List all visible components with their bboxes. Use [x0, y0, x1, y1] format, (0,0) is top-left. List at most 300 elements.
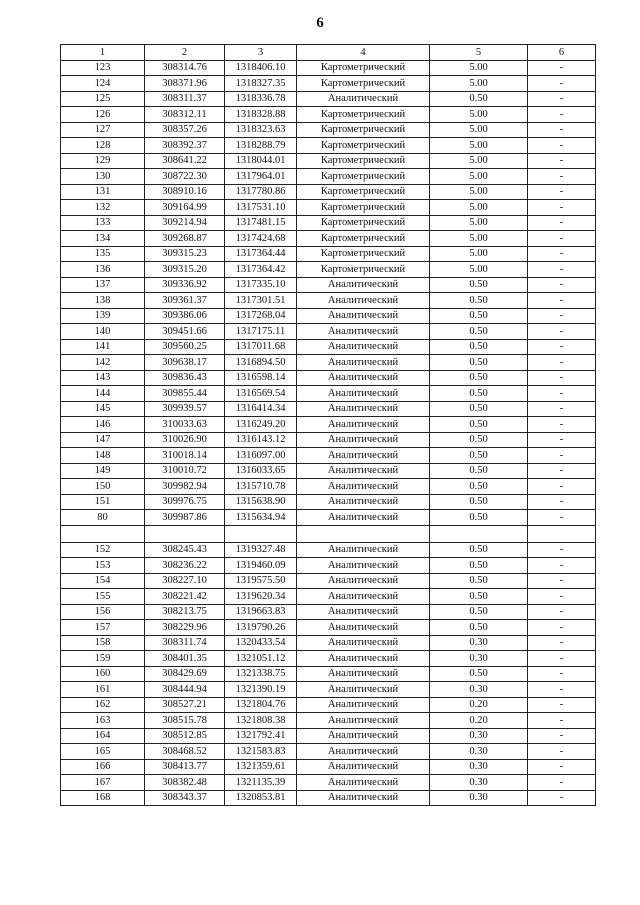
- x-coordinate-cell: 309855.44: [145, 386, 225, 402]
- y-coordinate-cell: 1317481.15: [225, 215, 297, 231]
- accuracy-cell: 0.20: [430, 713, 528, 729]
- point-number-cell: 129: [61, 153, 145, 169]
- accuracy-cell: [430, 525, 528, 542]
- y-coordinate-cell: 1319663.83: [225, 604, 297, 620]
- y-coordinate-cell: 1318327.35: [225, 76, 297, 92]
- method-cell: Картометрический: [297, 231, 430, 247]
- y-coordinate-cell: 1321804.76: [225, 697, 297, 713]
- point-number-cell: 145: [61, 401, 145, 417]
- note-cell: -: [528, 494, 596, 510]
- note-cell: -: [528, 635, 596, 651]
- point-number-cell: 167: [61, 775, 145, 791]
- table-row: [61, 246, 596, 262]
- x-coordinate-cell: 310026.90: [145, 432, 225, 448]
- method-cell: Аналитический: [297, 339, 430, 355]
- x-coordinate-cell: 308312.11: [145, 107, 225, 123]
- point-number-cell: 161: [61, 682, 145, 698]
- method-cell: Аналитический: [297, 417, 430, 433]
- method-cell: Картометрический: [297, 200, 430, 216]
- accuracy-cell: 0.50: [430, 542, 528, 558]
- method-cell: Аналитический: [297, 713, 430, 729]
- point-number-cell: 150: [61, 479, 145, 495]
- method-cell: Аналитический: [297, 448, 430, 464]
- point-number-cell: 132: [61, 200, 145, 216]
- note-cell: -: [528, 91, 596, 107]
- method-cell: Аналитический: [297, 697, 430, 713]
- accuracy-cell: 0.50: [430, 355, 528, 371]
- table-row: [61, 215, 596, 231]
- table-row: [61, 635, 596, 651]
- accuracy-cell: 0.50: [430, 510, 528, 526]
- x-coordinate-cell: 308236.22: [145, 558, 225, 574]
- column-header: 4: [297, 45, 430, 61]
- x-coordinate-cell: 308401.35: [145, 651, 225, 667]
- y-coordinate-cell: 1318044.01: [225, 153, 297, 169]
- point-number-cell: 149: [61, 463, 145, 479]
- point-number-cell: 163: [61, 713, 145, 729]
- method-cell: Аналитический: [297, 324, 430, 340]
- x-coordinate-cell: 308722.30: [145, 169, 225, 185]
- point-number-cell: 160: [61, 666, 145, 682]
- note-cell: -: [528, 401, 596, 417]
- accuracy-cell: 0.30: [430, 744, 528, 760]
- y-coordinate-cell: 1321338.75: [225, 666, 297, 682]
- table-row: [61, 525, 596, 542]
- y-coordinate-cell: 1318288.79: [225, 138, 297, 154]
- accuracy-cell: 5.00: [430, 246, 528, 262]
- method-cell: Картометрический: [297, 122, 430, 138]
- point-number-cell: 157: [61, 620, 145, 636]
- accuracy-cell: 0.50: [430, 573, 528, 589]
- method-cell: Картометрический: [297, 169, 430, 185]
- accuracy-cell: 5.00: [430, 231, 528, 247]
- note-cell: -: [528, 339, 596, 355]
- x-coordinate-cell: 308382.48: [145, 775, 225, 791]
- point-number-cell: 162: [61, 697, 145, 713]
- table-row: [61, 138, 596, 154]
- x-coordinate-cell: 310033.63: [145, 417, 225, 433]
- method-cell: Аналитический: [297, 589, 430, 605]
- point-number-cell: 142: [61, 355, 145, 371]
- method-cell: Аналитический: [297, 728, 430, 744]
- method-cell: Аналитический: [297, 370, 430, 386]
- y-coordinate-cell: 1317780.86: [225, 184, 297, 200]
- accuracy-cell: 0.30: [430, 759, 528, 775]
- y-coordinate-cell: 1321808.38: [225, 713, 297, 729]
- x-coordinate-cell: 308641.22: [145, 153, 225, 169]
- x-coordinate-cell: 308371.96: [145, 76, 225, 92]
- table-row: [61, 744, 596, 760]
- method-cell: Аналитический: [297, 293, 430, 309]
- y-coordinate-cell: 1317424.68: [225, 231, 297, 247]
- method-cell: Аналитический: [297, 91, 430, 107]
- y-coordinate-cell: 1318328.88: [225, 107, 297, 123]
- x-coordinate-cell: 309336.92: [145, 277, 225, 293]
- note-cell: -: [528, 355, 596, 371]
- x-coordinate-cell: 308392.37: [145, 138, 225, 154]
- x-coordinate-cell: 309361.37: [145, 293, 225, 309]
- accuracy-cell: 0.30: [430, 728, 528, 744]
- method-cell: Картометрический: [297, 215, 430, 231]
- y-coordinate-cell: 1317268.04: [225, 308, 297, 324]
- x-coordinate-cell: 308245.43: [145, 542, 225, 558]
- y-coordinate-cell: 1316598.14: [225, 370, 297, 386]
- point-number-cell: 134: [61, 231, 145, 247]
- y-coordinate-cell: 1315634.94: [225, 510, 297, 526]
- point-number-cell: 158: [61, 635, 145, 651]
- note-cell: -: [528, 463, 596, 479]
- y-coordinate-cell: 1319460.09: [225, 558, 297, 574]
- table-row: [61, 573, 596, 589]
- column-header: 6: [528, 45, 596, 61]
- method-cell: Картометрический: [297, 184, 430, 200]
- accuracy-cell: 5.00: [430, 138, 528, 154]
- method-cell: Аналитический: [297, 510, 430, 526]
- note-cell: -: [528, 184, 596, 200]
- method-cell: [297, 525, 430, 542]
- method-cell: Картометрический: [297, 107, 430, 123]
- y-coordinate-cell: 1321583.83: [225, 744, 297, 760]
- x-coordinate-cell: 310018.14: [145, 448, 225, 464]
- x-coordinate-cell: 310010.72: [145, 463, 225, 479]
- table-row: [61, 589, 596, 605]
- accuracy-cell: 5.00: [430, 184, 528, 200]
- table-row: [61, 666, 596, 682]
- table-row: [61, 479, 596, 495]
- point-number-cell: 124: [61, 76, 145, 92]
- y-coordinate-cell: 1318406.10: [225, 60, 297, 76]
- y-coordinate-cell: 1320853.81: [225, 790, 297, 806]
- method-cell: Картометрический: [297, 246, 430, 262]
- x-coordinate-cell: 309638.17: [145, 355, 225, 371]
- table-body: [61, 60, 596, 806]
- accuracy-cell: 0.50: [430, 386, 528, 402]
- table-row: [61, 262, 596, 278]
- method-cell: Аналитический: [297, 386, 430, 402]
- note-cell: -: [528, 169, 596, 185]
- y-coordinate-cell: 1315710.78: [225, 479, 297, 495]
- accuracy-cell: 0.50: [430, 558, 528, 574]
- point-number-cell: 168: [61, 790, 145, 806]
- point-number-cell: 148: [61, 448, 145, 464]
- note-cell: -: [528, 666, 596, 682]
- note-cell: -: [528, 604, 596, 620]
- note-cell: -: [528, 759, 596, 775]
- table-row: [61, 200, 596, 216]
- accuracy-cell: 0.50: [430, 277, 528, 293]
- accuracy-cell: 0.50: [430, 308, 528, 324]
- y-coordinate-cell: 1316894.50: [225, 355, 297, 371]
- table-row: [61, 91, 596, 107]
- y-coordinate-cell: 1317531.10: [225, 200, 297, 216]
- point-number-cell: 154: [61, 573, 145, 589]
- point-number-cell: 138: [61, 293, 145, 309]
- x-coordinate-cell: 308515.78: [145, 713, 225, 729]
- table-row: [61, 76, 596, 92]
- method-cell: Аналитический: [297, 790, 430, 806]
- method-cell: Аналитический: [297, 573, 430, 589]
- y-coordinate-cell: 1319327.48: [225, 542, 297, 558]
- table-row: [61, 713, 596, 729]
- point-number-cell: 141: [61, 339, 145, 355]
- note-cell: -: [528, 775, 596, 791]
- y-coordinate-cell: 1317011.68: [225, 339, 297, 355]
- table-row: [61, 682, 596, 698]
- note-cell: -: [528, 682, 596, 698]
- point-number-cell: 166: [61, 759, 145, 775]
- note-cell: -: [528, 510, 596, 526]
- note-cell: -: [528, 542, 596, 558]
- method-cell: Аналитический: [297, 277, 430, 293]
- x-coordinate-cell: 309451.66: [145, 324, 225, 340]
- y-coordinate-cell: 1316143.12: [225, 432, 297, 448]
- x-coordinate-cell: [145, 525, 225, 542]
- method-cell: Картометрический: [297, 76, 430, 92]
- accuracy-cell: 0.50: [430, 417, 528, 433]
- note-cell: -: [528, 620, 596, 636]
- y-coordinate-cell: 1317964.01: [225, 169, 297, 185]
- y-coordinate-cell: 1317364.44: [225, 246, 297, 262]
- accuracy-cell: 0.50: [430, 324, 528, 340]
- method-cell: Аналитический: [297, 463, 430, 479]
- column-header: 2: [145, 45, 225, 61]
- table-row: [61, 277, 596, 293]
- note-cell: -: [528, 713, 596, 729]
- table-row: [61, 122, 596, 138]
- accuracy-cell: 5.00: [430, 60, 528, 76]
- x-coordinate-cell: 309164.99: [145, 200, 225, 216]
- table-row: [61, 308, 596, 324]
- table-row: [61, 510, 596, 526]
- x-coordinate-cell: 308527.21: [145, 697, 225, 713]
- method-cell: Картометрический: [297, 60, 430, 76]
- y-coordinate-cell: 1321359.61: [225, 759, 297, 775]
- table-row: [61, 107, 596, 123]
- accuracy-cell: 0.20: [430, 697, 528, 713]
- accuracy-cell: 0.50: [430, 370, 528, 386]
- x-coordinate-cell: 309976.75: [145, 494, 225, 510]
- y-coordinate-cell: 1317301.51: [225, 293, 297, 309]
- table-row: [61, 153, 596, 169]
- note-cell: -: [528, 231, 596, 247]
- table-row: [61, 184, 596, 200]
- point-number-cell: 123: [61, 60, 145, 76]
- x-coordinate-cell: 308413.77: [145, 759, 225, 775]
- y-coordinate-cell: 1319620.34: [225, 589, 297, 605]
- accuracy-cell: 0.50: [430, 620, 528, 636]
- note-cell: -: [528, 370, 596, 386]
- point-number-cell: 126: [61, 107, 145, 123]
- x-coordinate-cell: 309987.86: [145, 510, 225, 526]
- note-cell: -: [528, 589, 596, 605]
- note-cell: -: [528, 728, 596, 744]
- table-row: [61, 231, 596, 247]
- method-cell: Картометрический: [297, 262, 430, 278]
- method-cell: Аналитический: [297, 666, 430, 682]
- x-coordinate-cell: 308357.26: [145, 122, 225, 138]
- note-cell: -: [528, 790, 596, 806]
- point-number-cell: 131: [61, 184, 145, 200]
- accuracy-cell: 0.30: [430, 635, 528, 651]
- method-cell: Аналитический: [297, 479, 430, 495]
- note-cell: -: [528, 122, 596, 138]
- note-cell: -: [528, 277, 596, 293]
- accuracy-cell: 0.50: [430, 448, 528, 464]
- note-cell: -: [528, 107, 596, 123]
- y-coordinate-cell: 1316097.00: [225, 448, 297, 464]
- note-cell: -: [528, 138, 596, 154]
- accuracy-cell: 0.50: [430, 589, 528, 605]
- point-number-cell: 164: [61, 728, 145, 744]
- point-number-cell: 137: [61, 277, 145, 293]
- y-coordinate-cell: 1316249.20: [225, 417, 297, 433]
- note-cell: -: [528, 215, 596, 231]
- table-row: [61, 293, 596, 309]
- y-coordinate-cell: 1319790.26: [225, 620, 297, 636]
- x-coordinate-cell: 308314.76: [145, 60, 225, 76]
- y-coordinate-cell: 1316414.34: [225, 401, 297, 417]
- x-coordinate-cell: 308444.94: [145, 682, 225, 698]
- y-coordinate-cell: 1321792.41: [225, 728, 297, 744]
- x-coordinate-cell: 308910.16: [145, 184, 225, 200]
- y-coordinate-cell: 1315638.90: [225, 494, 297, 510]
- x-coordinate-cell: 308429.69: [145, 666, 225, 682]
- note-cell: -: [528, 697, 596, 713]
- table-row: [61, 790, 596, 806]
- y-coordinate-cell: 1317335.10: [225, 277, 297, 293]
- note-cell: [528, 525, 596, 542]
- note-cell: -: [528, 386, 596, 402]
- page-number: 6: [316, 15, 324, 31]
- note-cell: -: [528, 651, 596, 667]
- accuracy-cell: 0.50: [430, 432, 528, 448]
- table-row: [61, 775, 596, 791]
- table-row: [61, 558, 596, 574]
- method-cell: Аналитический: [297, 558, 430, 574]
- table-row: [61, 339, 596, 355]
- point-number-cell: 139: [61, 308, 145, 324]
- accuracy-cell: 0.50: [430, 494, 528, 510]
- note-cell: -: [528, 60, 596, 76]
- accuracy-cell: 5.00: [430, 262, 528, 278]
- y-coordinate-cell: 1316033.65: [225, 463, 297, 479]
- x-coordinate-cell: 309214.94: [145, 215, 225, 231]
- y-coordinate-cell: 1319575.50: [225, 573, 297, 589]
- column-header: 1: [61, 45, 145, 61]
- accuracy-cell: 0.50: [430, 604, 528, 620]
- table-row: [61, 494, 596, 510]
- column-header: 5: [430, 45, 528, 61]
- point-number-cell: 133: [61, 215, 145, 231]
- x-coordinate-cell: 308343.37: [145, 790, 225, 806]
- table-row: [61, 542, 596, 558]
- accuracy-cell: 5.00: [430, 122, 528, 138]
- point-number-cell: 144: [61, 386, 145, 402]
- note-cell: -: [528, 262, 596, 278]
- method-cell: Аналитический: [297, 432, 430, 448]
- note-cell: -: [528, 479, 596, 495]
- note-cell: -: [528, 558, 596, 574]
- x-coordinate-cell: 309386.06: [145, 308, 225, 324]
- point-number-cell: 155: [61, 589, 145, 605]
- column-header: 3: [225, 45, 297, 61]
- point-number-cell: 136: [61, 262, 145, 278]
- accuracy-cell: 0.50: [430, 339, 528, 355]
- x-coordinate-cell: 308221.42: [145, 589, 225, 605]
- point-number-cell: 135: [61, 246, 145, 262]
- x-coordinate-cell: 309315.20: [145, 262, 225, 278]
- method-cell: Аналитический: [297, 494, 430, 510]
- point-number-cell: 143: [61, 370, 145, 386]
- point-number-cell: 153: [61, 558, 145, 574]
- method-cell: Аналитический: [297, 744, 430, 760]
- table-row: [61, 697, 596, 713]
- table-row: [61, 386, 596, 402]
- accuracy-cell: 0.50: [430, 401, 528, 417]
- x-coordinate-cell: 308468.52: [145, 744, 225, 760]
- accuracy-cell: 0.50: [430, 479, 528, 495]
- x-coordinate-cell: 308227.10: [145, 573, 225, 589]
- table-row: [61, 169, 596, 185]
- note-cell: -: [528, 432, 596, 448]
- accuracy-cell: 0.30: [430, 651, 528, 667]
- point-number-cell: 151: [61, 494, 145, 510]
- note-cell: -: [528, 153, 596, 169]
- y-coordinate-cell: 1321390.19: [225, 682, 297, 698]
- point-number-cell: 159: [61, 651, 145, 667]
- accuracy-cell: 5.00: [430, 200, 528, 216]
- method-cell: Картометрический: [297, 138, 430, 154]
- y-coordinate-cell: 1321051.12: [225, 651, 297, 667]
- note-cell: -: [528, 76, 596, 92]
- table-row: [61, 651, 596, 667]
- accuracy-cell: 5.00: [430, 107, 528, 123]
- x-coordinate-cell: 308229.96: [145, 620, 225, 636]
- accuracy-cell: 5.00: [430, 76, 528, 92]
- y-coordinate-cell: 1318336.78: [225, 91, 297, 107]
- note-cell: -: [528, 448, 596, 464]
- x-coordinate-cell: 309982.94: [145, 479, 225, 495]
- note-cell: -: [528, 200, 596, 216]
- method-cell: Аналитический: [297, 355, 430, 371]
- x-coordinate-cell: 309268.87: [145, 231, 225, 247]
- y-coordinate-cell: [225, 525, 297, 542]
- x-coordinate-cell: 309560.25: [145, 339, 225, 355]
- table-row: [61, 604, 596, 620]
- accuracy-cell: 0.50: [430, 463, 528, 479]
- accuracy-cell: 5.00: [430, 153, 528, 169]
- x-coordinate-cell: 308311.74: [145, 635, 225, 651]
- x-coordinate-cell: 308311.37: [145, 91, 225, 107]
- table-row: [61, 432, 596, 448]
- accuracy-cell: 0.30: [430, 775, 528, 791]
- table-row: [61, 620, 596, 636]
- table-row: [61, 417, 596, 433]
- point-number-cell: 165: [61, 744, 145, 760]
- note-cell: -: [528, 293, 596, 309]
- table-header-row: [61, 45, 596, 61]
- method-cell: Аналитический: [297, 401, 430, 417]
- point-number-cell: 147: [61, 432, 145, 448]
- point-number-cell: 80: [61, 510, 145, 526]
- x-coordinate-cell: 308512.85: [145, 728, 225, 744]
- y-coordinate-cell: 1318323.63: [225, 122, 297, 138]
- note-cell: -: [528, 744, 596, 760]
- table-row: [61, 324, 596, 340]
- table-row: [61, 759, 596, 775]
- method-cell: Аналитический: [297, 651, 430, 667]
- x-coordinate-cell: 309939.57: [145, 401, 225, 417]
